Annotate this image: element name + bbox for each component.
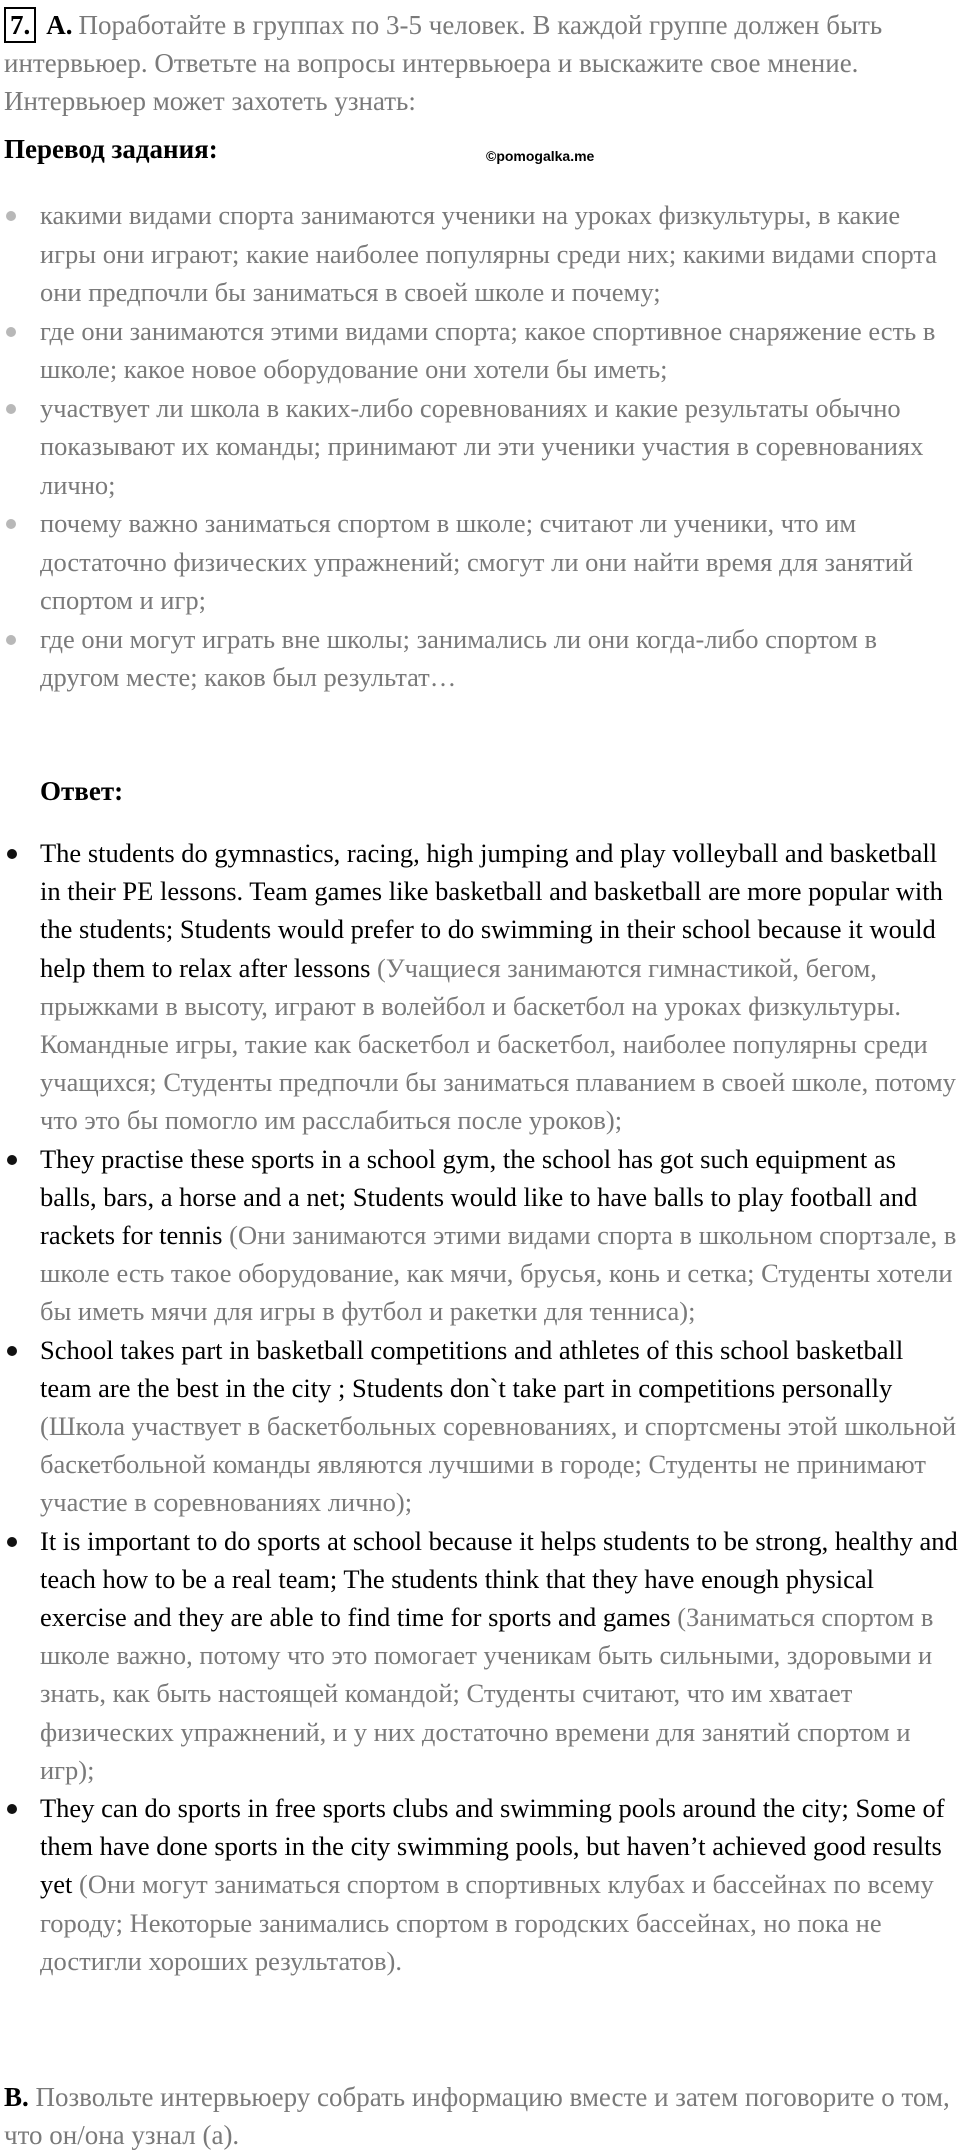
list-item xyxy=(4,1331,958,1522)
answer-russian: (Они могут заниматься спортом в спортивных клубах и бассейнах по всему городу; Некоторые занимались спортом в городских бассейнах, но пока не достигли хороших результатов). xyxy=(40,1869,934,1976)
answer-russian: (Заниматься спортом в школе важно, потому что это помогает ученикам быть сильными, здоровыми и знать, как быть настоящей командой; Студенты считают, что им хватает физических упражнений, и у них достаточно времени для занятий спортом и игр); xyxy=(40,1602,934,1785)
part-b-text: Позвольте интервьюеру собрать информацию вместе и затем поговорите о том, что он/она узнал (а). xyxy=(4,2082,950,2150)
list-item xyxy=(4,1789,958,1980)
list-item xyxy=(4,1522,958,1789)
answer-russian: (Они занимаются этими видами спорта в школьном спортзале, в школе есть такое оборудование, как мячи, брусья, конь и сетка; Студенты хотели бы иметь мячи для игры в футбол и ракетки для тенниса); xyxy=(40,1220,957,1327)
answer-english: They practise these sports in a school gym, the school has got such equipment as balls, bars, a horse and a net; Students would like to have balls to play football and rackets for tennis xyxy=(40,1143,918,1251)
part-a-text: Поработайте в группах по 3-5 человек. В каждой группе должен быть интервьюер. Ответьте на вопросы интервьюера и выскажите свое мнение. Интервьюер может захотеть узнать: xyxy=(4,10,883,116)
list-item: где они занимаются этими видами спорта; какое спортивное снаряжение есть в школе; какое новое оборудование они хотели бы иметь; xyxy=(4,312,954,389)
task-number: 7. xyxy=(4,7,36,43)
task-intro xyxy=(4,6,954,120)
answer-list xyxy=(4,834,958,1980)
part-a-label: A. xyxy=(46,10,73,40)
list-item: где они могут играть вне школы; занимались ли они когда-либо спортом в другом месте; каков был результат… xyxy=(4,620,954,697)
bullet-icon xyxy=(6,327,16,337)
bullet-icon xyxy=(6,519,16,529)
bullet-icon xyxy=(7,1346,17,1356)
bullet-icon xyxy=(6,211,16,221)
answer-english: School takes part in basketball competitions and athletes of this school basketball team are the best in the city ; Students don`t take part in competitions personally xyxy=(40,1334,904,1403)
list-item: какими видами спорта занимаются ученики на уроках физкультуры, в какие игры они играют; какие наиболее популярны среди них; какими видами спорта они предпочли бы заниматься в своей школе и почему; xyxy=(4,196,954,312)
answer-heading: Ответ: xyxy=(40,776,124,806)
bullet-icon xyxy=(6,635,16,645)
bullet-icon xyxy=(7,1155,17,1165)
list-item: почему важно заниматься спортом в школе; считают ли ученики, что им достаточно физических упражнений; смогут ли они найти время для занятий спортом и игр; xyxy=(4,504,954,620)
part-b-label: B. xyxy=(4,2082,29,2112)
watermark: ©pomogalka.me xyxy=(486,148,595,164)
translation-heading: Перевод задания: xyxy=(4,134,218,164)
answer-english: It is important to do sports at school because it helps students to be strong, healthy and teach how to be a real team; The students think that they have enough physical exercise and they are able to find time for sports and games xyxy=(40,1525,958,1633)
bullet-icon xyxy=(7,1537,17,1547)
translation-list xyxy=(4,196,954,697)
answer-english: The students do gymnastics, racing, high jumping and play volleyball and basketball in their PE lessons. Team games like basketball and basketball are more popular with the students; Students would prefer to do swimming in their school because it would help them to relax after lessons xyxy=(40,838,943,983)
bullet-icon xyxy=(6,404,16,414)
answer-russian: (Учащиеся занимаются гимнастикой, бегом, прыжками в высоту, играют в волейбол и баскетбол на уроках физкультуры. Командные игры, такие как баскетбол и баскетбол, наиболее популярны среди учащихся; Студенты предпочли бы заниматься плаванием в своей школе, потому что это бы помогло им расслабиться после уроков); xyxy=(40,952,956,1136)
answer-russian: (Школа участвует в баскетбольных соревнованиях, и спортсмены этой школьной баскетбольной команды являются лучшими в городе; Студенты не принимают участие в соревнованиях лично); xyxy=(40,1411,957,1518)
list-item xyxy=(4,834,958,1140)
answer-english: They can do sports in free sports clubs and swimming pools around the city; Some of them have done sports in the city swimming pools, but haven’t achieved good results yet xyxy=(40,1793,945,1900)
bullet-icon xyxy=(7,849,17,859)
list-item xyxy=(4,1140,958,1331)
list-item: участвует ли школа в каких-либо соревнованиях и какие результаты обычно показывают их команды; принимают ли эти ученики участия в соревнованиях лично; xyxy=(4,389,954,505)
part-b xyxy=(4,2078,954,2154)
bullet-icon xyxy=(7,1804,17,1814)
